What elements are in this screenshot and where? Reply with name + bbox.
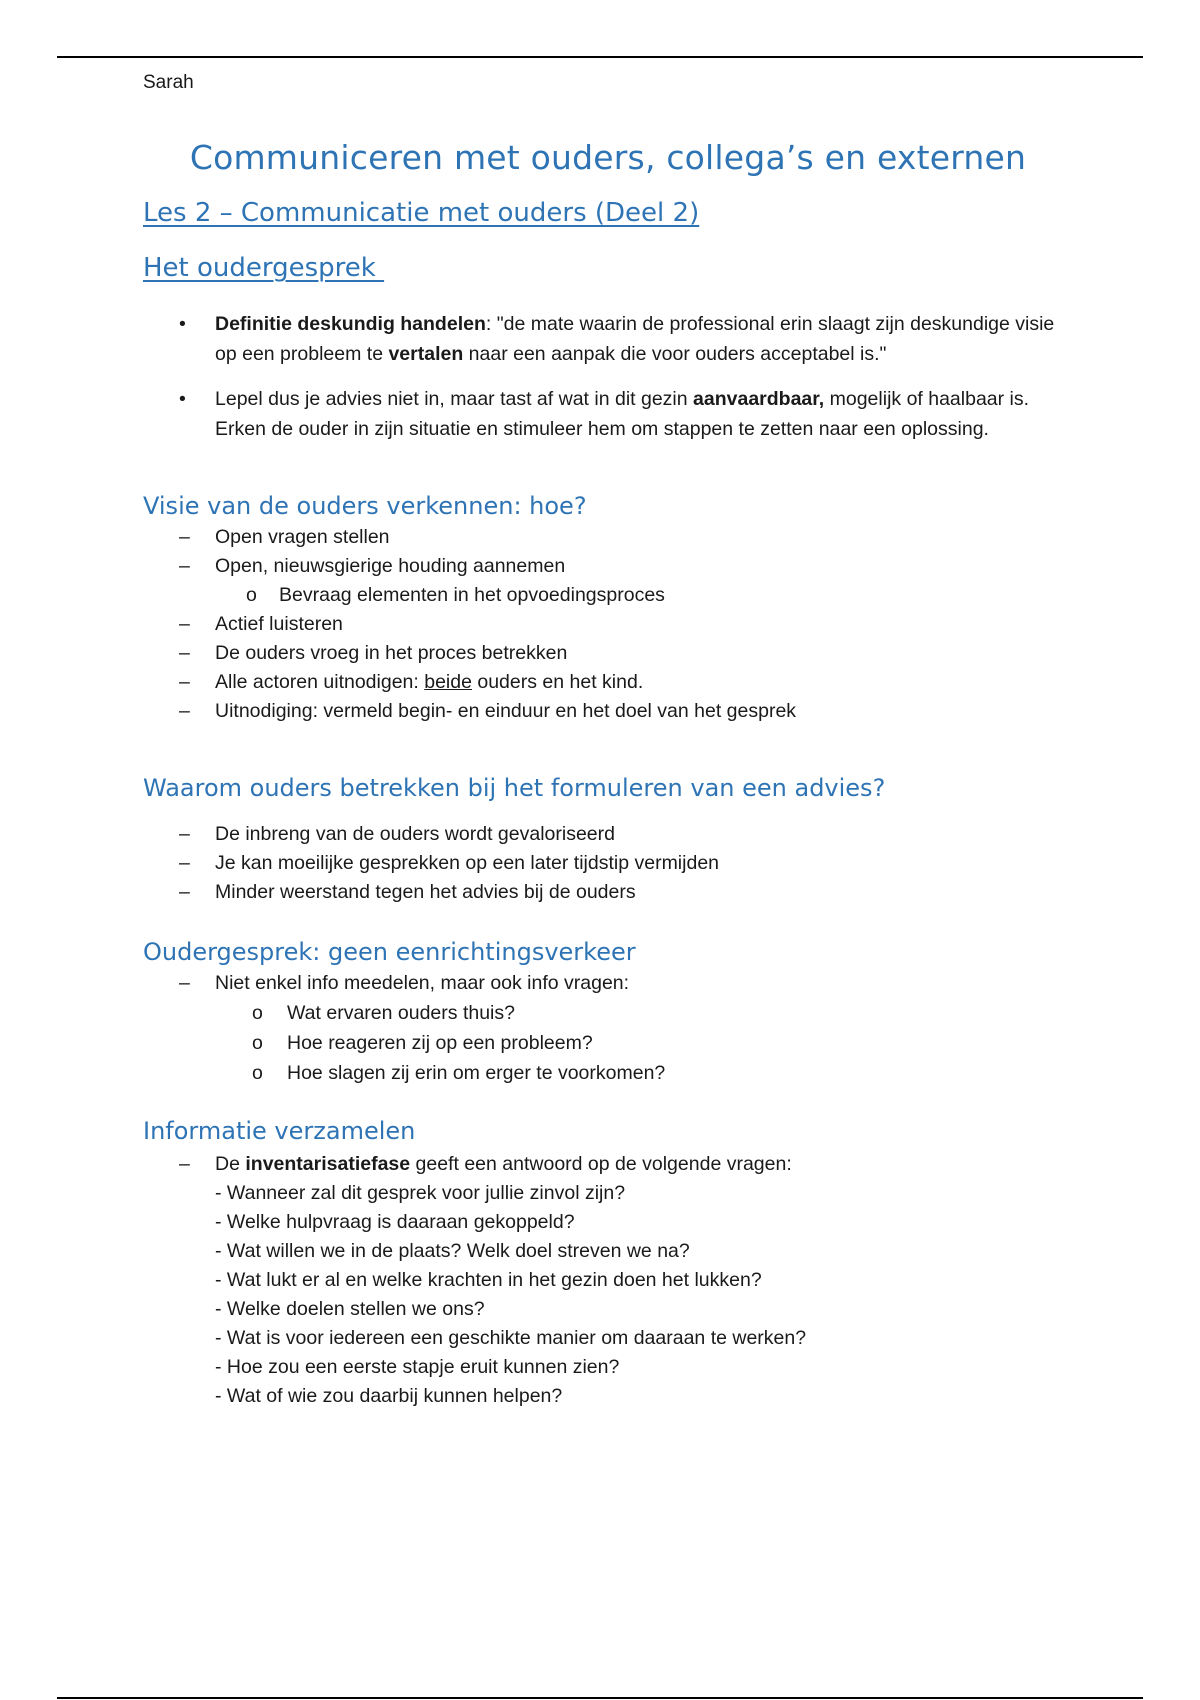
circle-marker: o [252,1062,263,1084]
question-line: - Welke hulpvraag is daaraan gekoppeld? [215,1211,575,1233]
bullet-marker: • [179,313,186,335]
list-item-text: Minder weerstand tegen het advies bij de ouders [215,881,636,903]
list-item-text: Open vragen stellen [215,526,390,548]
dash-marker: – [179,852,190,874]
question-line: - Welke doelen stellen we ons? [215,1298,485,1320]
document-title: Communiceren met ouders, collega’s en externen [189,138,1027,177]
dash-marker: – [179,700,190,722]
bullet-marker: • [179,388,186,410]
question-line: - Wat willen we in de plaats? Welk doel streven we na? [215,1240,690,1262]
dash-marker: – [179,555,190,577]
list-item [143,849,1073,878]
list-item [143,552,1073,581]
dash-marker: – [179,1153,190,1175]
list-item-text: De inbreng van de ouders wordt gevaloriseerd [215,823,615,845]
list-item-text: Uitnodiging: vermeld begin- en einduur en het doel van het gesprek [215,700,797,722]
list-item-text: Hoe slagen zij erin om erger te voorkomen? [287,1062,666,1084]
bold-term: inventarisatiefase [245,1153,411,1175]
section-heading-oudergesprek: Het oudergesprek [143,253,385,283]
bold-term: vertalen [388,343,464,365]
circle-marker: o [252,1032,263,1054]
list-item-text: Open, nieuwsgierige houding aannemen [215,555,566,577]
dash-marker: – [179,881,190,903]
bullet-text: Lepel dus je advies niet in, maar tast af wat in dit gezin [215,388,694,410]
question-line: - Wat is voor iedereen een geschikte manier om daaraan te werken? [215,1327,807,1349]
section-heading-informatie: Informatie verzamelen [143,1117,416,1145]
bold-term: aanvaardbaar, [693,388,825,410]
section-heading-eenrichting: Oudergesprek: geen eenrichtingsverkeer [143,938,636,966]
visie-list [143,523,1073,726]
list-item-text: Niet enkel info meedelen, maar ook info vragen: [215,972,630,994]
sub-list-item [143,1058,1073,1088]
circle-marker: o [246,584,257,606]
list-item [143,878,1073,907]
list-item [143,668,1073,697]
list-item [143,820,1073,849]
sub-list-item [143,1028,1073,1058]
dash-marker: – [179,823,190,845]
bullet-lepel [215,384,1075,444]
author-name: Sarah [143,72,194,93]
dash-marker: – [179,671,190,693]
list-item-text: Wat ervaren ouders thuis? [287,1002,515,1024]
list-item [143,523,1073,552]
question-line: - Wanneer zal dit gesprek voor jullie zinvol zijn? [215,1182,626,1204]
dash-marker: – [179,972,190,994]
bullet-definitie [215,309,1075,369]
list-item-text: geeft een antwoord op de volgende vragen: [410,1153,792,1175]
list-item-text: Bevraag elementen in het opvoedingsproces [279,584,665,606]
list-item-text: Alle actoren uitnodigen: [215,671,425,693]
bold-term: Definitie deskundig handelen [215,313,486,335]
bullet-text: naar een aanpak die voor ouders acceptabel is." [463,343,887,365]
dash-marker: – [179,613,190,635]
lesson-heading: Les 2 – Communicatie met ouders (Deel 2) [143,198,700,228]
list-item [143,610,1073,639]
footer-rule [57,1697,1143,1699]
dash-marker: – [179,526,190,548]
list-item-text: Hoe reageren zij op een probleem? [287,1032,593,1054]
section-heading-waarom: Waarom ouders betrekken bij het formuleren van een advies? [143,774,886,802]
circle-marker: o [252,1002,263,1024]
list-item-text: ouders en het kind. [471,671,644,693]
dash-marker: – [179,642,190,664]
list-item-text: Je kan moeilijke gesprekken op een later tijdstip vermijden [215,852,720,874]
section-heading-visie: Visie van de ouders verkennen: hoe? [143,492,587,520]
question-line: - Wat lukt er al en welke krachten in het gezin doen het lukken? [215,1269,762,1291]
underlined-word: beide [424,671,472,693]
waarom-list [143,820,1073,907]
list-item [143,1150,1073,1179]
bullet-text: : "de mate waarin de professional erin slaagt zijn deskundige visie op een probleem te [215,313,1055,365]
informatie-list [143,1150,1073,1411]
question-line: - Hoe zou een eerste stapje eruit kunnen zien? [215,1356,620,1378]
bullet-text: mogelijk of haalbaar is. Erken de ouder in zijn situatie en stimuleer hem om stappen te zetten naar een oplossing. [215,388,1030,440]
list-item-text: De ouders vroeg in het proces betrekken [215,642,568,664]
list-item [143,969,1073,998]
sub-list-item [143,581,1073,610]
list-item-text: Actief luisteren [215,613,343,635]
question-line: - Wat of wie zou daarbij kunnen helpen? [215,1385,563,1407]
eenrichting-list [143,969,1073,1088]
list-item [143,697,1073,726]
sub-list-item [143,998,1073,1028]
header-rule [57,56,1143,58]
list-item [143,639,1073,668]
list-item-text: De [215,1153,246,1175]
